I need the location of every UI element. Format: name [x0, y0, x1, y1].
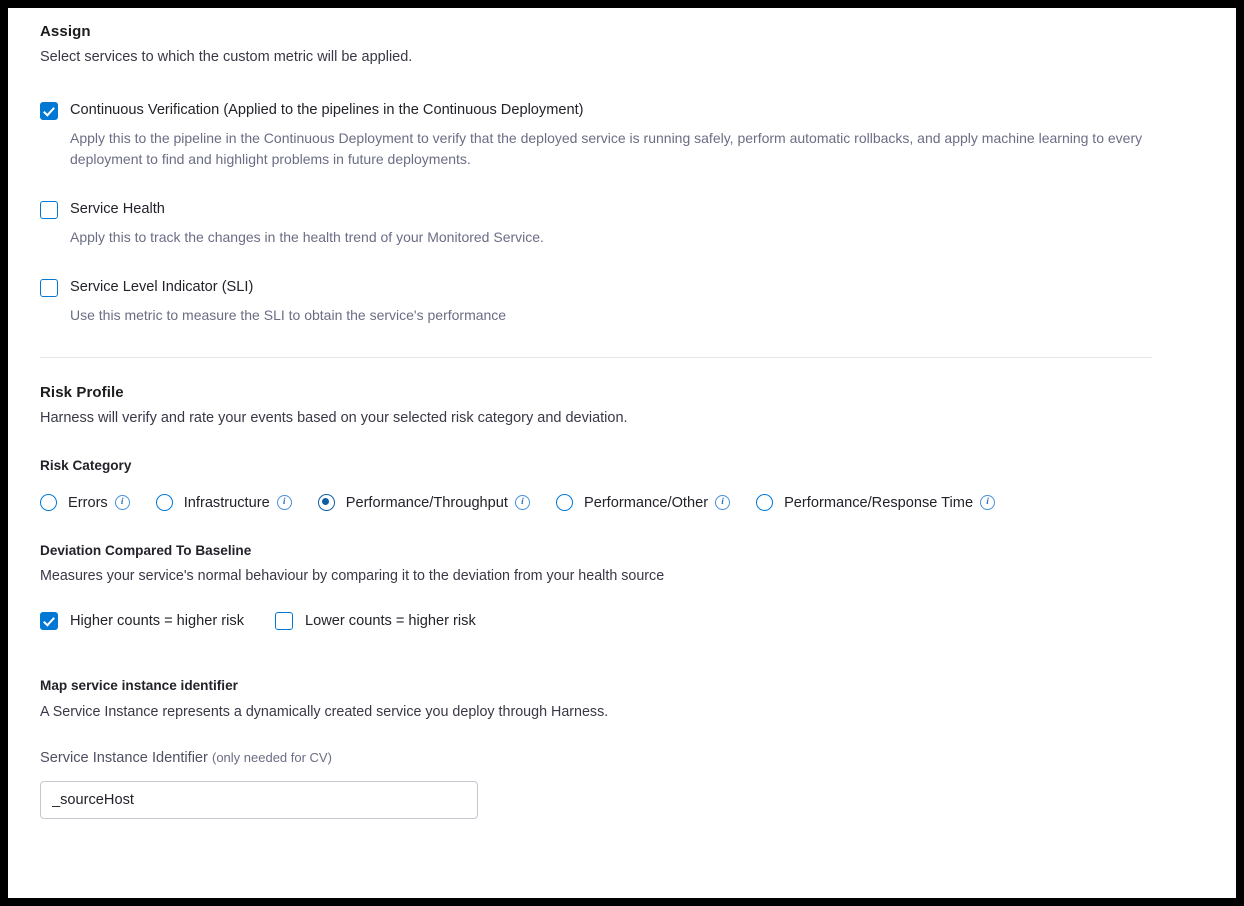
radio-label-performance-other: Performance/Other: [583, 494, 709, 511]
radio-performance-response-time[interactable]: [756, 494, 773, 511]
service-instance-identifier-hint: (only needed for CV): [211, 750, 332, 765]
service-instance-identifier-label-text: Service Instance Identifier: [40, 750, 208, 766]
info-icon-performance-other[interactable]: i: [715, 495, 730, 510]
risk-profile-section: [40, 384, 1200, 511]
radio-item-performance-response-time[interactable]: [756, 494, 995, 511]
form-content: [40, 8, 1200, 819]
deviation-lower[interactable]: [275, 611, 476, 630]
radio-performance-throughput[interactable]: [318, 494, 335, 511]
service-instance-identifier-input[interactable]: [40, 781, 478, 819]
checkbox-label-lower-counts: Lower counts = higher risk: [305, 612, 476, 629]
checkbox-description-sli: Use this metric to measure the SLI to obtain the service's performance: [70, 307, 507, 323]
deviation-title: Deviation Compared To Baseline: [40, 543, 252, 558]
assign-item-continuous-verification: [40, 101, 1200, 170]
risk-profile-subtitle: Harness will verify and rate your events based on your selected risk category and deviation.: [40, 410, 628, 426]
service-instance-identifier-label: [40, 750, 1200, 766]
checkbox-lower-counts[interactable]: [275, 612, 293, 630]
radio-infrastructure[interactable]: [156, 494, 173, 511]
assign-item-service-health: [40, 200, 1200, 248]
assign-item-sli: [40, 278, 1200, 326]
info-icon-performance-response-time[interactable]: i: [980, 495, 995, 510]
info-icon-errors[interactable]: i: [115, 495, 130, 510]
checkbox-label-service-health: Service Health: [70, 201, 165, 217]
checkbox-row-sli[interactable]: [40, 278, 1200, 297]
radio-performance-other[interactable]: [556, 494, 573, 511]
info-icon-performance-throughput[interactable]: i: [515, 495, 530, 510]
map-service-instance-section: [40, 678, 1200, 819]
checkbox-label-higher-counts: Higher counts = higher risk: [70, 612, 244, 629]
checkbox-higher-counts[interactable]: [40, 612, 58, 630]
section-divider: [40, 357, 1152, 358]
checkbox-label-continuous-verification: Continuous Verification (Applied to the pipelines in the Continuous Deployment): [70, 102, 584, 118]
risk-profile-title: Risk Profile: [40, 384, 124, 401]
checkbox-sli[interactable]: [40, 279, 58, 297]
map-service-title: Map service instance identifier: [40, 678, 238, 693]
form-panel: [8, 8, 1236, 898]
info-icon-infrastructure[interactable]: i: [277, 495, 292, 510]
risk-category-radio-group: [40, 494, 1200, 511]
checkbox-row-service-health[interactable]: [40, 200, 1200, 219]
checkbox-service-health[interactable]: [40, 201, 58, 219]
checkbox-row-continuous-verification[interactable]: [40, 101, 1200, 120]
radio-item-performance-other[interactable]: [556, 494, 730, 511]
radio-item-infrastructure[interactable]: [156, 494, 292, 511]
checkbox-label-sli: Service Level Indicator (SLI): [70, 279, 254, 295]
assign-title: Assign: [40, 23, 91, 40]
checkbox-description-continuous-verification: Apply this to the pipeline in the Continuous Deployment to verify that the deployed service is running safely, perform automatic rollbacks, and apply machine learning to every deployment to find and highlight problems in future deployments.: [70, 130, 1143, 167]
radio-label-errors: Errors: [68, 494, 108, 511]
deviation-higher[interactable]: [40, 611, 244, 630]
checkbox-description-service-health: Apply this to track the changes in the health trend of your Monitored Service.: [70, 229, 544, 245]
assign-subtitle: Select services to which the custom metric will be applied.: [40, 49, 413, 65]
assign-section: [40, 8, 1200, 326]
deviation-description: Measures your service's normal behaviour by comparing it to the deviation from your health source: [40, 568, 665, 584]
deviation-checkbox-group: [40, 611, 1200, 630]
radio-item-performance-throughput[interactable]: [318, 494, 530, 511]
checkbox-continuous-verification[interactable]: [40, 102, 58, 120]
radio-errors[interactable]: [40, 494, 57, 511]
map-service-description: A Service Instance represents a dynamically created service you deploy through Harness.: [40, 704, 609, 720]
radio-item-errors[interactable]: [40, 494, 130, 511]
radio-label-performance-response-time: Performance/Response Time: [784, 494, 974, 511]
risk-category-label: Risk Category: [40, 458, 132, 473]
radio-label-infrastructure: Infrastructure: [183, 494, 270, 511]
deviation-section: [40, 543, 1200, 630]
radio-label-performance-throughput: Performance/Throughput: [345, 494, 508, 511]
